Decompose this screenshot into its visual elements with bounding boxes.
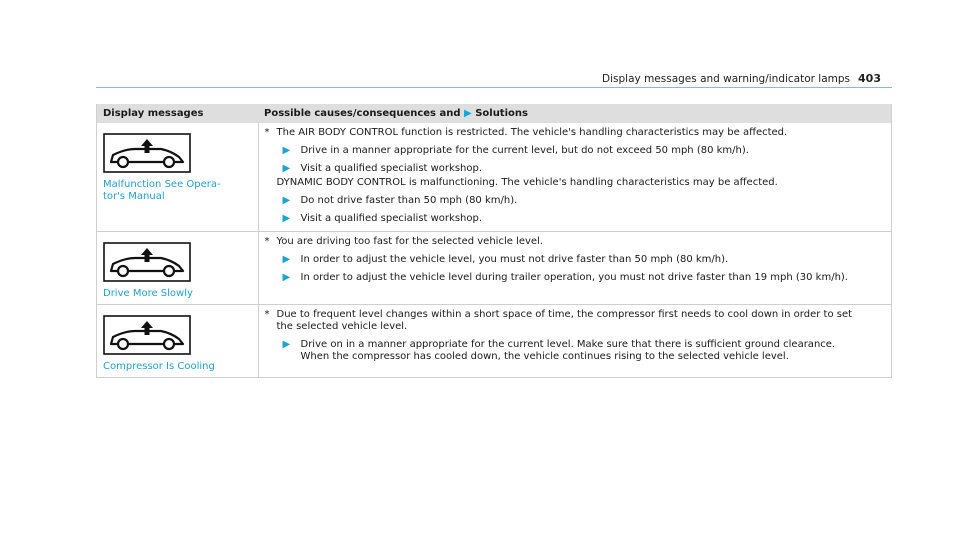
- col-header-display-messages: Display messages: [97, 104, 259, 123]
- solution-step: [265, 254, 886, 266]
- cause-text: The AIR BODY CONTROL function is restricted. The vehicle's handling characteristics may be affected.: [276, 127, 788, 138]
- cause-text: the selected vehicle level.: [276, 321, 408, 332]
- table-row: [97, 305, 892, 378]
- cause-text: You are driving too fast for the selected vehicle level.: [276, 236, 544, 247]
- cause-cell: [258, 232, 892, 305]
- arrow-icon: ▶: [464, 108, 472, 119]
- vehicle-level-raise-icon: [103, 133, 191, 173]
- step-text: In order to adjust the vehicle level, you must not drive faster than 50 mph (80 km/h).: [300, 254, 729, 265]
- solution-step: [265, 195, 886, 207]
- solution-step: [265, 145, 886, 157]
- step-text: In order to adjust the vehicle level during trailer operation, you must not drive faster than 19 mph (30 km/h).: [300, 272, 848, 283]
- arrow-icon: ▶: [282, 163, 291, 174]
- message-cell: [97, 232, 259, 305]
- cause-cell: [258, 305, 892, 378]
- step-text: When the compressor has cooled down, the vehicle continues rising to the selected vehicle level.: [300, 351, 789, 362]
- step-text: Do not drive faster than 50 mph (80 km/h).: [300, 195, 518, 206]
- message-cell: [97, 123, 259, 232]
- cause-item: [265, 309, 886, 333]
- cause-item: [265, 236, 886, 248]
- step-text: Visit a qualified specialist workshop.: [300, 213, 483, 224]
- section-title: Display messages and warning/indicator lamps: [602, 73, 851, 85]
- solution-step: [265, 339, 886, 363]
- arrow-icon: ▶: [282, 272, 291, 283]
- step-text: Drive on in a manner appropriate for the current level. Make sure that there is sufficient ground clearance.: [300, 339, 836, 350]
- arrow-icon: ▶: [282, 195, 291, 206]
- vehicle-level-raise-icon: [103, 315, 191, 355]
- arrow-icon: ▶: [282, 339, 291, 350]
- display-messages-table: [96, 104, 892, 378]
- page-number: 403: [858, 72, 881, 85]
- arrow-icon: ▶: [282, 213, 291, 224]
- table-header-row: [97, 104, 892, 123]
- col-header-causes: [258, 104, 892, 123]
- cause-item: [265, 127, 886, 139]
- solution-step: [265, 163, 886, 175]
- solution-step: [265, 272, 886, 284]
- message-label-line: Compressor Is Cooling: [103, 361, 215, 372]
- message-cell: [97, 305, 259, 378]
- cause-text: Due to frequent level changes within a short space of time, the compressor first needs to cool down in order to set: [276, 309, 853, 320]
- cause-cell: [258, 123, 892, 232]
- solution-step: [265, 213, 886, 225]
- table-row: [97, 123, 892, 232]
- table-row: [97, 232, 892, 305]
- message-label-line: Malfunction See Opera-: [103, 179, 221, 190]
- cause-text-block: [277, 309, 853, 333]
- cause-text: DYNAMIC BODY CONTROL is malfunctioning. The vehicle's handling characteristics may be affected.: [276, 177, 778, 188]
- col2-header-prefix: Possible causes/consequences and: [264, 108, 461, 119]
- asterisk: *: [264, 309, 270, 320]
- message-label-line: tor's Manual: [103, 191, 165, 202]
- asterisk: *: [264, 127, 270, 138]
- vehicle-level-raise-icon: [103, 242, 191, 282]
- running-header: [602, 72, 881, 85]
- step-text-block: [301, 339, 836, 363]
- arrow-icon: ▶: [282, 254, 291, 265]
- arrow-icon: ▶: [282, 145, 291, 156]
- step-text: Visit a qualified specialist workshop.: [300, 163, 483, 174]
- header-rule: [96, 87, 892, 88]
- col2-header-suffix: Solutions: [475, 108, 528, 119]
- asterisk: *: [264, 236, 270, 247]
- step-text: Drive in a manner appropriate for the current level, but do not exceed 50 mph (80 km/h).: [300, 145, 749, 156]
- message-label-line: Drive More Slowly: [103, 288, 193, 299]
